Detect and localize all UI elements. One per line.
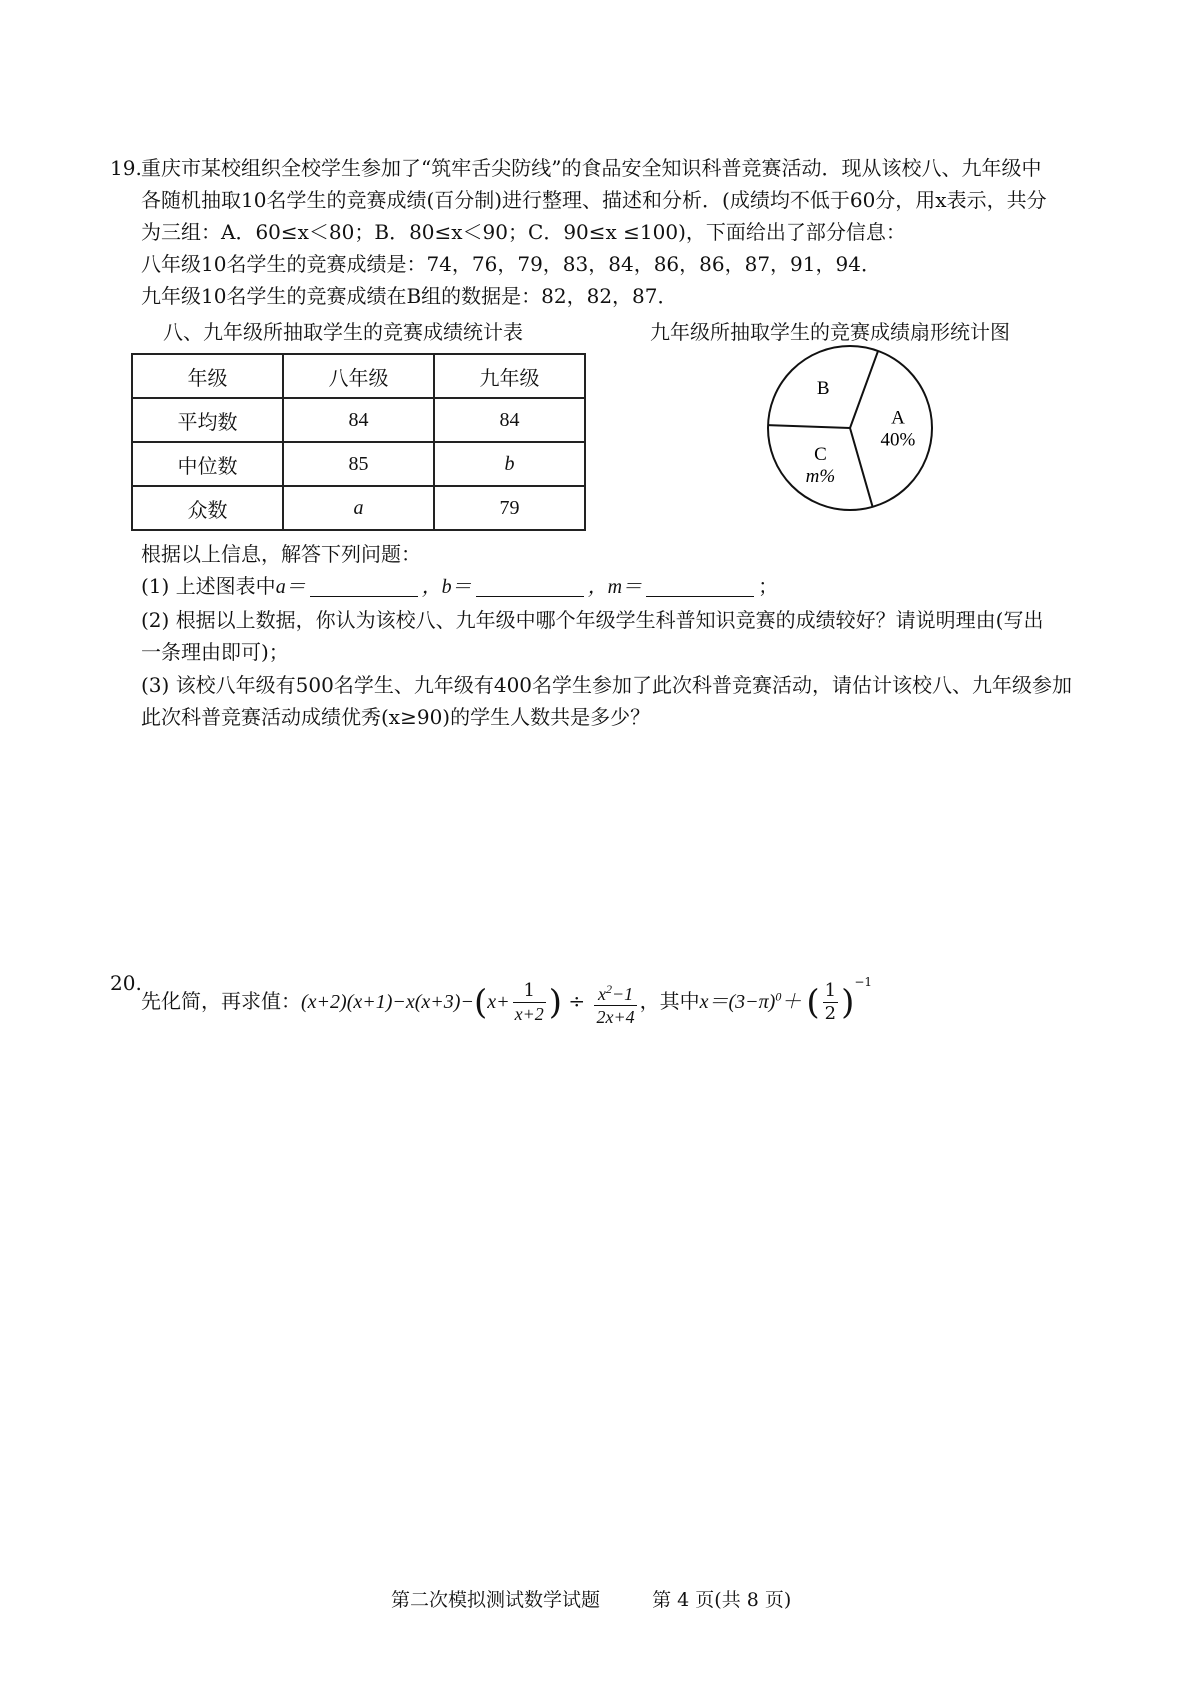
q19-instruction: 根据以上信息，解答下列问题： [141,542,421,566]
answer-blank-a[interactable] [310,576,418,597]
row-label: 平均数 [132,398,283,442]
table-cell: 85 [283,442,434,486]
blank-label-b: ，b＝ [421,576,472,598]
header-cell: 年级 [132,354,283,398]
paren-open-2: ( [806,982,820,1023]
pie-caption: 九年级所抽取学生的竞赛成绩扇形统计图 [650,320,1010,344]
divide-sign: ÷ [562,989,592,1013]
header-cell: 九年级 [434,354,585,398]
q19-part-3-line-2: 此次科普竞赛活动成绩优秀(x≥90)的学生人数共是多少？ [141,705,651,729]
table-cell: 84 [434,398,585,442]
fraction-x2-1-over-2x-4: $\frac{x^2-1}{2x+4}$ [594,978,636,1028]
table-cell: a [283,486,434,530]
q19-part-1 [141,573,778,600]
paren-close-2: ) [841,982,855,1023]
q19-part-2-line-1: (2) 根据以上数据，你认为该校八、九年级中哪个年级学生科普知识竞赛的成绩较好？请说明理由(写出 [141,608,1044,632]
footer-title: 第二次模拟测试数学试题 [391,1589,601,1611]
row-label: 众数 [132,486,283,530]
q19-line-1: 重庆市某校组织全校学生参加了“筑牢舌尖防线”的食品安全知识科普竞赛活动．现从该校八、九年级中 [141,156,1042,180]
table-cell: 79 [434,486,585,530]
table-header-row [132,354,585,398]
fraction-1-over-2: $\frac{1}{2}$ [824,980,837,1024]
pie-label-B: B [816,378,830,400]
footer-page: 第 4 页(共 8 页) [652,1589,792,1611]
q19-line-4: 八年级10名学生的竞赛成绩是：74，76，79，83，84，86，86，87，91，94． [141,252,881,276]
q19-line-2: 各随机抽取10名学生的竞赛成绩(百分制)进行整理、描述和分析．(成绩均不低于60分，用x表示，共分 [141,188,1047,212]
expr-x-value: $x=(3-\pi)^0+$ [699,989,807,1013]
q19-line-5: 九年级10名学生的竞赛成绩在B组的数据是：82，82，87． [141,284,678,308]
q20-expression [141,952,872,1033]
pie-label-A: A [891,407,905,429]
question-19-number: 19. [110,156,142,180]
expr-x: x+ [487,991,510,1013]
question-20-number: 20. [110,971,142,995]
table-row [132,398,585,442]
answer-blank-b[interactable] [476,576,584,597]
expr-part-1: (x+2)(x+1)−x(x+3)− [301,991,474,1013]
q19-part-3-line-1: (3) 该校八年级有500名学生、九年级有400名学生参加了此次科普竞赛活动，请估计该校八、九年级参加 [141,673,1073,697]
part-1-text: (1) 上述图表中 [141,574,276,598]
pie-label-C: C [814,443,827,465]
q20-where: ，其中 [639,989,700,1013]
q20-prefix: 先化简，再求值： [141,989,301,1013]
table-caption: 八、九年级所抽取学生的竞赛成绩统计表 [163,320,523,344]
header-cell: 八年级 [283,354,434,398]
pie-value-C: m% [805,465,836,487]
blank-end: ； [758,574,779,598]
answer-blank-m[interactable] [646,576,754,597]
table-row [132,486,585,530]
page-footer [391,1585,791,1612]
paren-close: ) [548,982,562,1023]
row-label: 中位数 [132,442,283,486]
table-row [132,442,585,486]
exponent-minus-1: −1 [854,975,873,989]
q19-part-2-line-2: 一条理由即可)； [141,640,289,664]
fraction-1-over-x-plus-2: $\frac{1}{x+2}$ [514,980,544,1024]
blank-label-m: ，m＝ [587,576,643,598]
pie-chart [765,343,935,513]
table-cell: b [434,442,585,486]
stats-table [131,353,586,531]
table-cell: 84 [283,398,434,442]
blank-label-a: a＝ [275,576,306,598]
pie-value-A: 40% [880,429,916,451]
paren-open: ( [473,982,488,1023]
q19-line-3: 为三组：A．60≤x＜80；B．80≤x＜90；C．90≤x ≤100)，下面给出了部分信息： [141,220,906,244]
